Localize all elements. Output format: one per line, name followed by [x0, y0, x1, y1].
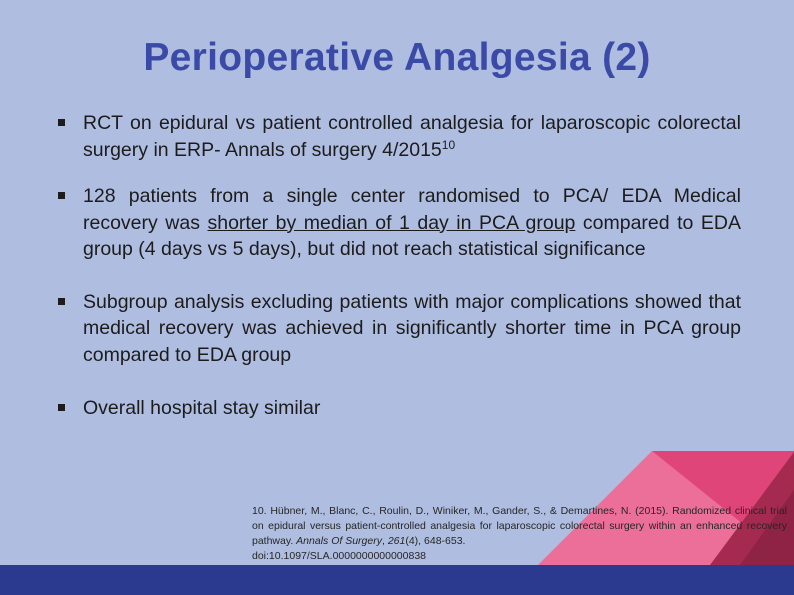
reference-footnote: [252, 504, 787, 564]
reference-volume: 261: [387, 535, 406, 547]
bullet-square-icon: [58, 192, 65, 199]
bullet-square-icon: [58, 298, 65, 305]
bullet-text-underlined: shorter by median of 1 day in PCA group: [207, 211, 576, 234]
bullet-text: Subgroup analysis excluding patients with major complications showed that medical recovery was achieved in significantly shorter time in PCA group compared to EDA group: [83, 290, 741, 366]
bullet-list: [56, 110, 741, 422]
bullet-square-icon: [58, 119, 65, 126]
bullet-text-pre: 128 patients from a single center randomised to PCA/ EDA Medical recovery was: [83, 185, 741, 234]
bullet-text: Overall hospital stay similar: [83, 397, 321, 419]
footnote-marker: 10: [441, 137, 456, 152]
reference-journal: Annals Of Surgery: [296, 535, 382, 547]
bottom-band: [0, 565, 794, 595]
bullet-text: RCT on epidural vs patient controlled analgesia for laparoscopic colorectal surgery in ERP- Annals of surgery 4/2015: [83, 112, 741, 161]
bullet-item: [56, 110, 741, 163]
reference-sep: ,: [381, 535, 388, 547]
bullet-item: [56, 289, 741, 369]
slide-title: Perioperative Analgesia (2): [143, 36, 651, 79]
bullet-item: [56, 183, 741, 263]
reference-text: 10. Hübner, M., Blanc, C., Roulin, D., Winiker, M., Gander, S., & Demartines, N. (2015). Randomized clinical trial on epidural versus patient-controlled analgesia for laparoscopic colorectal surgery within an enhanced recovery pathway.: [252, 505, 787, 547]
bullet-square-icon: [58, 404, 65, 411]
reference-doi: doi:10.1097/SLA.0000000000000838: [252, 550, 426, 562]
bullet-text-post: compared to EDA group (4 days vs 5 days), but did not reach statistical significance: [83, 211, 741, 260]
reference-issue: (4), 648-653.: [405, 535, 466, 547]
bullet-item: [56, 395, 741, 422]
